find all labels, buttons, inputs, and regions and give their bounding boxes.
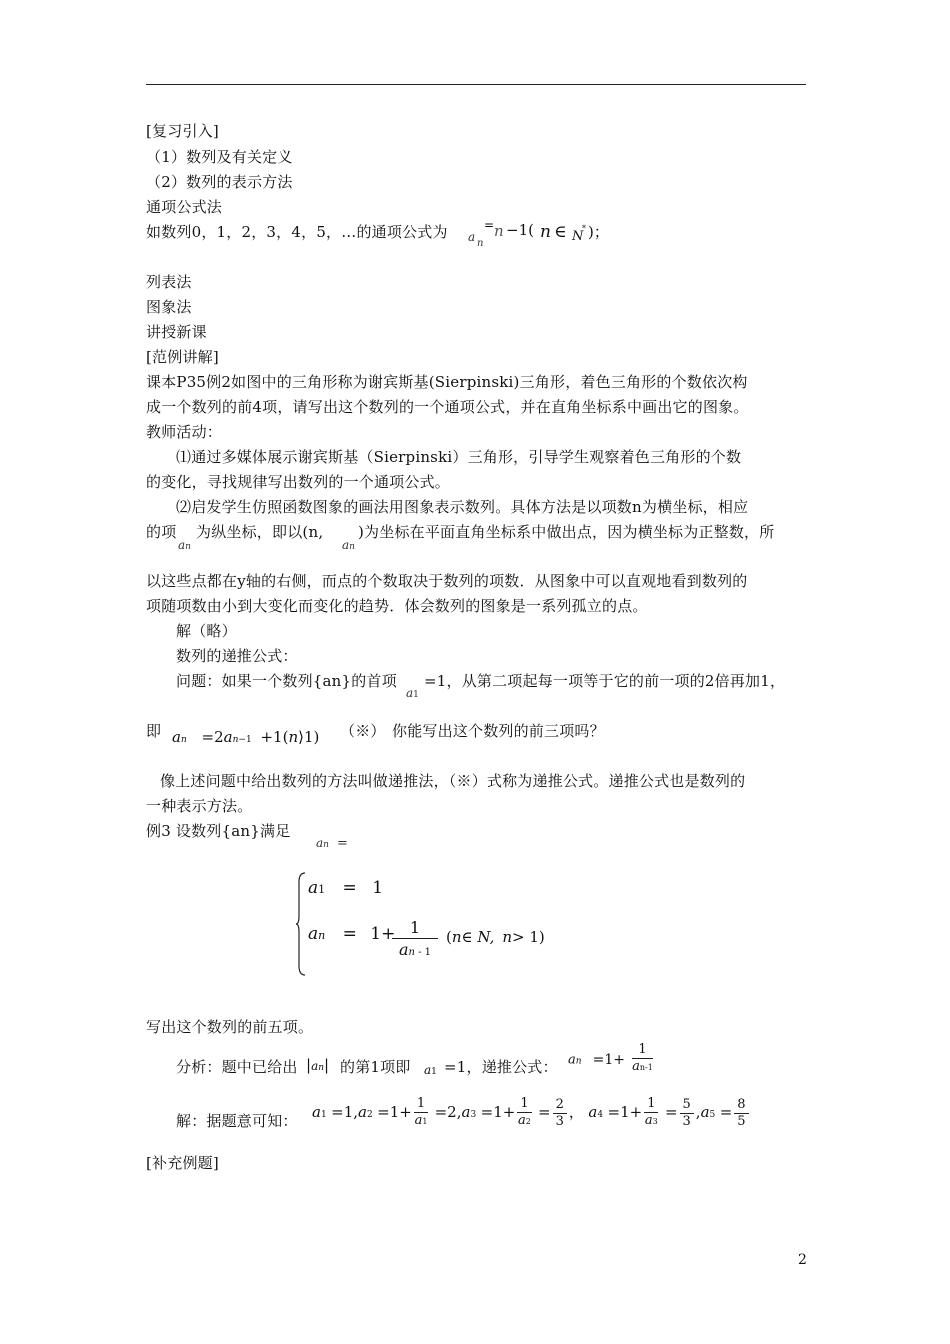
new-lesson-label: 讲授新课 (146, 323, 207, 341)
solution-prefix: 解：据题意可知： (176, 1112, 298, 1130)
recursive-definition-line1: 像上述问题中给出数列的方法叫做递推法，（※）式称为递推公式。递推公式也是数列的 (160, 772, 746, 790)
recursive-formula: an =2an−1 +1(n⟩1) (172, 728, 320, 746)
an-equals-symbol: an = (316, 836, 348, 851)
an-symbol-2: an (342, 538, 355, 552)
activity2-line1: ⑵启发学生仿照函数图象的画法用图象表示数列。具体方法是以项数n为横坐标，相应 (176, 498, 749, 516)
an-abs-symbol: |an| (306, 1056, 330, 1074)
page-number: 2 (798, 1252, 807, 1268)
left-brace (296, 872, 306, 976)
analysis-start: 分析：题中已给出 (176, 1058, 298, 1076)
solution-omitted: 解（略） (176, 622, 237, 640)
review-item-2: （2）数列的表示方法 (146, 173, 293, 191)
question-start: 问题：如果一个数列{an}的首项 (176, 672, 397, 690)
recursive-system: a1 = 1 an = 1+ 1 an - 1 (n∈ N, n> 1) (296, 872, 566, 976)
example3-label: 例3 设数列{an}满足 (146, 822, 291, 840)
example-sequence-text: 如数列0，1，2，3，4，5，…的通项公式为 (146, 223, 448, 241)
analysis-end: =1，递推公式： (444, 1058, 558, 1076)
header-rule (146, 84, 806, 85)
activity2-line3: 以这些点都在y轴的右侧，而点的个数取决于数列的项数．从图象中可以直观地看到数列的 (146, 572, 748, 590)
question-mid: =1，从第二项起每一项等于它的前一项的2倍再加1， (424, 672, 786, 690)
example3-task: 写出这个数列的前五项。 (146, 1018, 314, 1036)
activity1-line1: ⑴通过多媒体展示谢宾斯基（Sierpinski）三角形，引导学生观察着色三角形的个数 (176, 448, 742, 466)
a1-symbol-2: a1 (424, 1063, 437, 1077)
an-symbol-1: an (178, 538, 191, 552)
activity1-line2: 的变化，寻找规律写出数列的一个通项公式。 (146, 473, 451, 491)
example2-line2: 成一个数列的前4项，请写出这个数列的一个通项公式，并在直角坐标系中画出它的图象。 (146, 398, 749, 416)
example2-line1: 课本P35例2如图中的三角形称为谢宾斯基(Sierpinski)三角形，着色三角形的个数依次构 (146, 373, 748, 391)
note-mark: （※） (340, 722, 386, 740)
analysis-mid: 的第1项即 (340, 1058, 411, 1076)
recursive-heading: 数列的递推公式： (176, 647, 298, 665)
general-term-formula: a n = n −1( n ∈ N * )； (468, 218, 609, 249)
a1-symbol: a1 (406, 686, 419, 700)
question-end: 你能写出这个数列的前三项吗？ (392, 722, 605, 740)
analysis-formula: an =1+ $\frac{1}{an-1}$ (568, 1042, 653, 1074)
activity2-line2-start: 的项 (146, 523, 177, 541)
examples-heading: [范例讲解] (146, 348, 219, 366)
ie-label: 即 (146, 722, 162, 740)
graph-method-label: 图象法 (146, 298, 192, 316)
teacher-activity-label: 教师活动： (146, 423, 223, 441)
formula-method-label: 通项公式法 (146, 198, 223, 216)
activity2-line2-end: )为坐标在平面直角坐标系中做出点，因为横坐标为正整数，所 (358, 523, 775, 541)
activity2-line4: 项随项数由小到大变化而变化的趋势．体会数列的图象是一系列孤立的点。 (146, 597, 648, 615)
solution-formulas: a1 =1,a2 =1+ $\frac{1}{a1}$ =2,a3 =1+ $\frac{1}{a2}$ = $\frac{2}{3}$ ， a4 =1+ $\frac{1}{a3}$ = $\frac{5}{3}$ ,a5 = $\frac{8}{5}$ (312, 1096, 751, 1130)
review-heading: [复习引入] (146, 122, 219, 140)
activity2-line2-mid: 为纵坐标，即以(n, (196, 523, 324, 541)
review-item-1: （1）数列及有关定义 (146, 148, 293, 166)
supplement-heading: [补充例题] (146, 1154, 219, 1172)
recursive-definition-line2: 一种表示方法。 (146, 797, 253, 815)
table-method-label: 列表法 (146, 273, 192, 291)
